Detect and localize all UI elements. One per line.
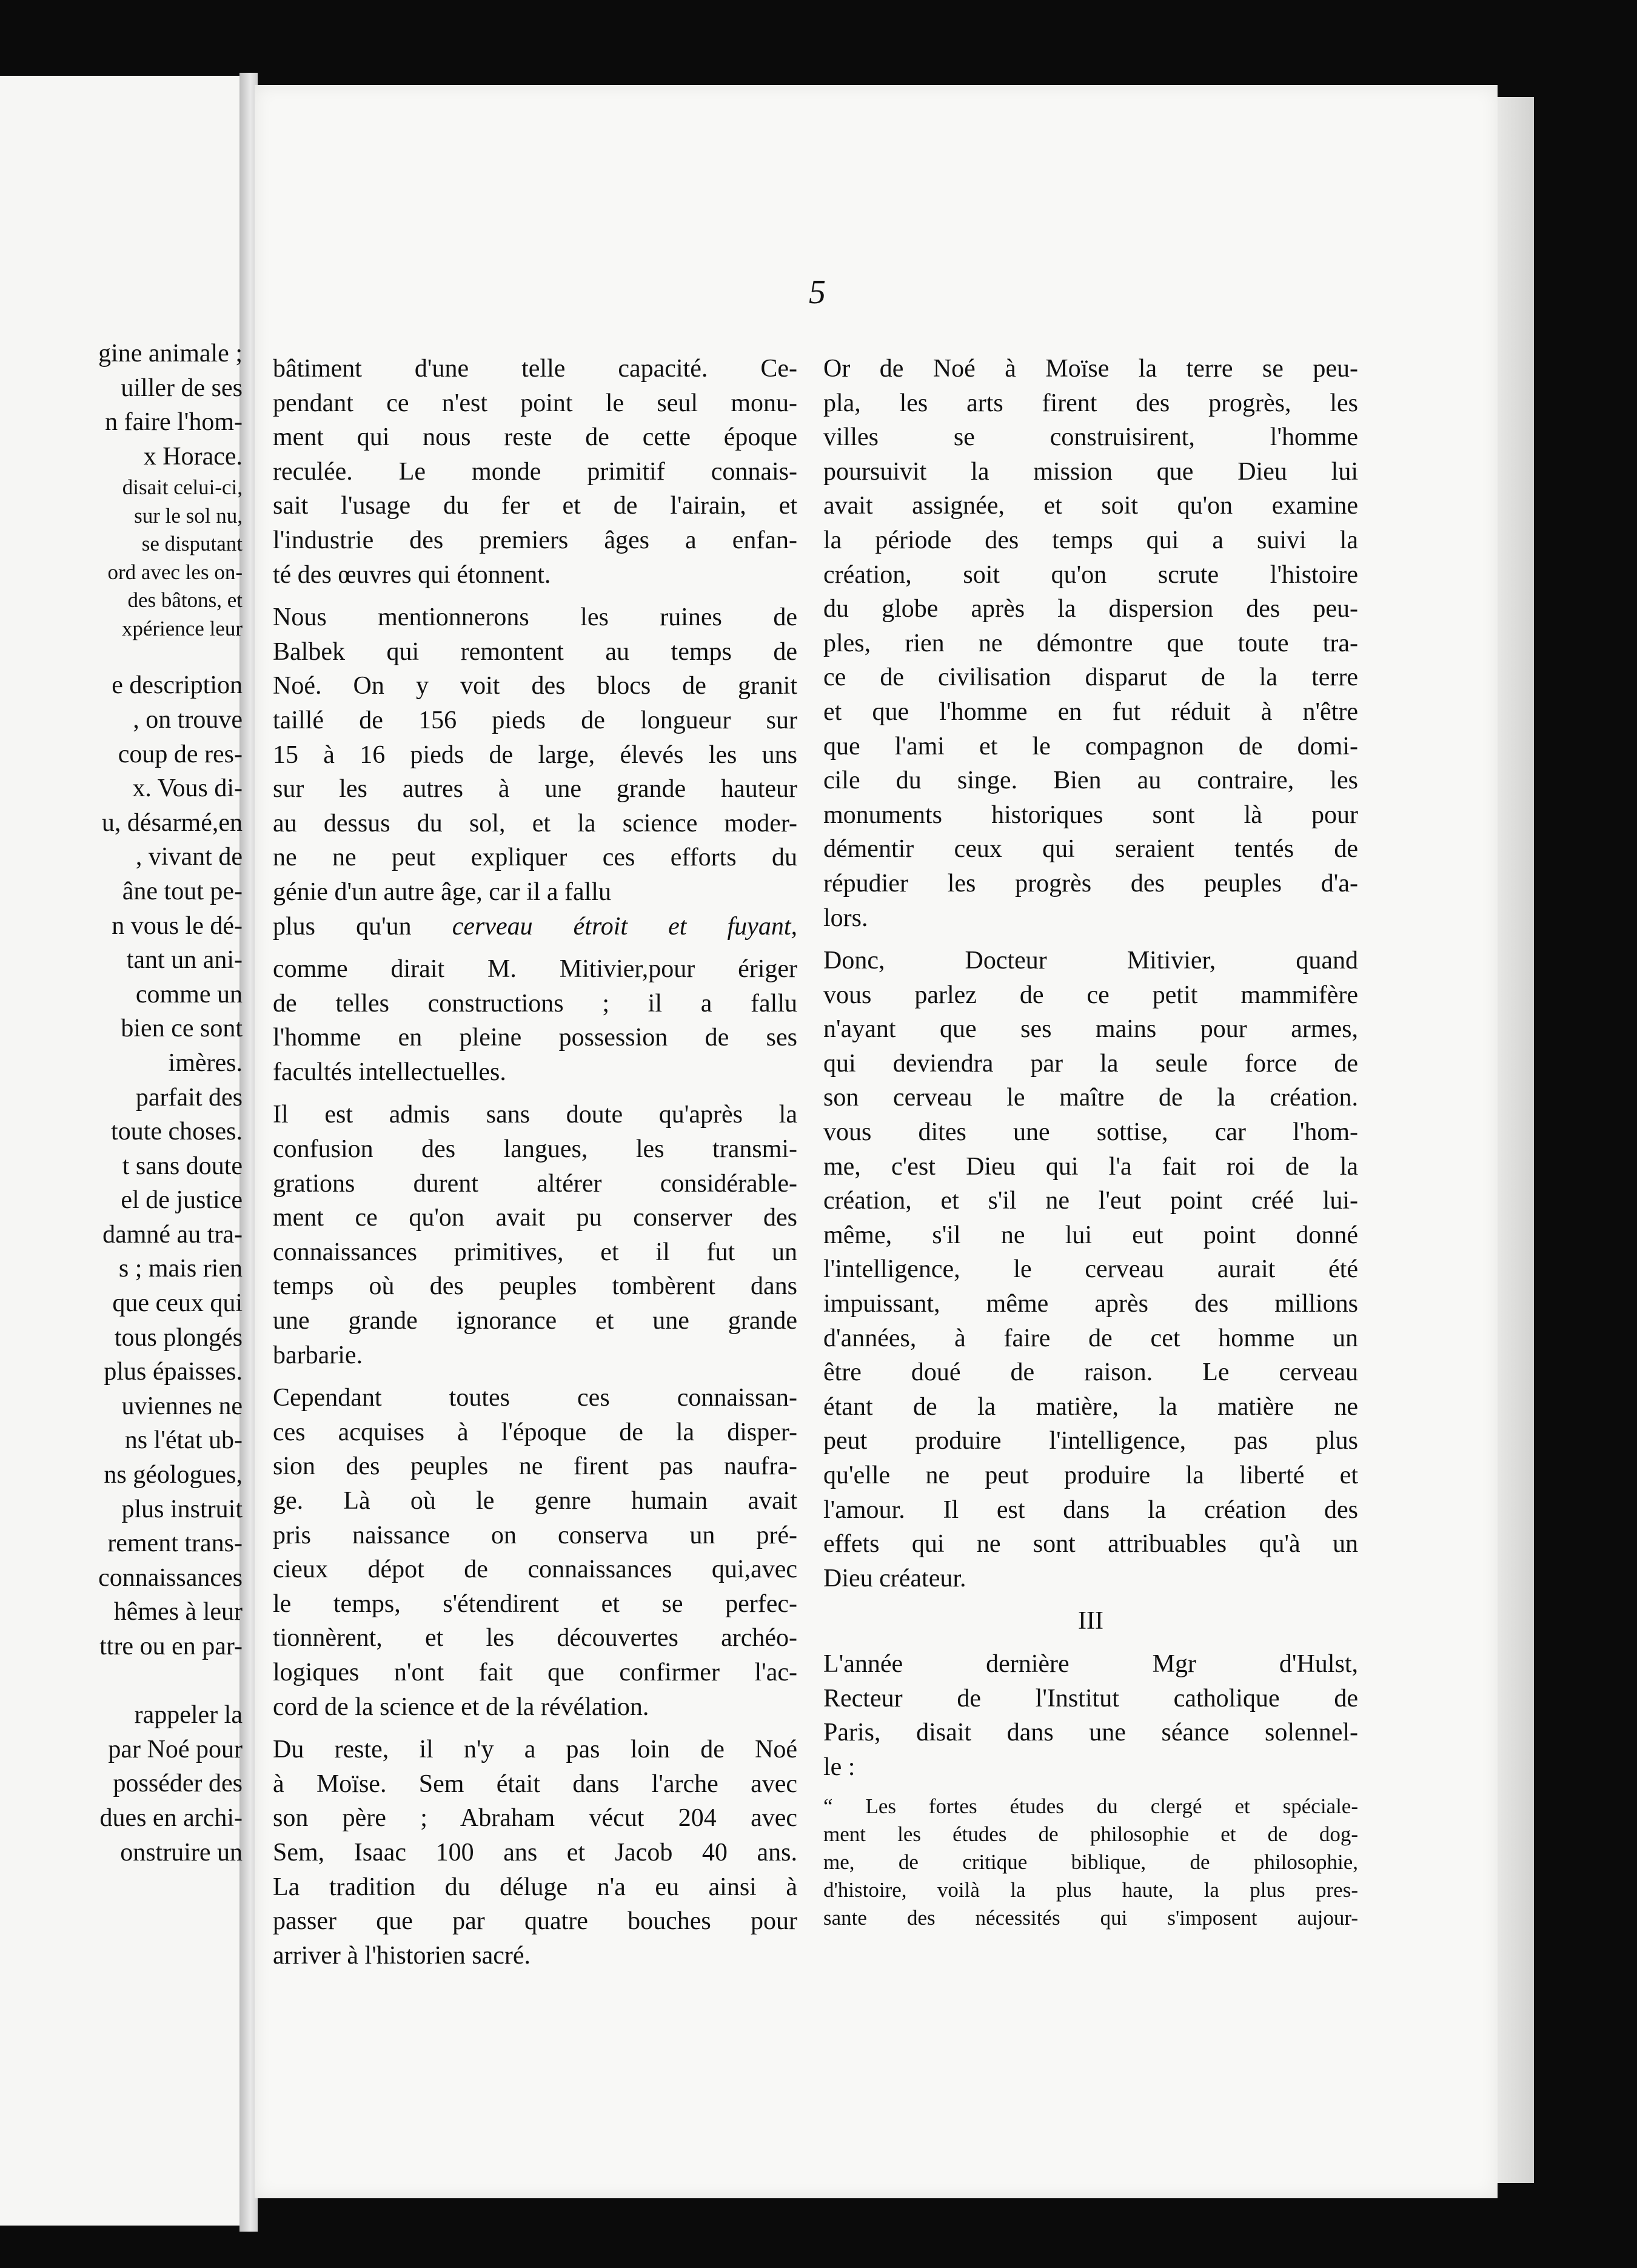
text-line: el de justice — [121, 1186, 243, 1215]
text-line: l'intelligence, le cerveau aurait été — [823, 1255, 1358, 1284]
text-line: sait l'usage du fer et de l'airain, et — [273, 492, 797, 520]
text-line: Paris, disait dans une séance solennel- — [823, 1719, 1358, 1747]
text-line: rement trans- — [107, 1529, 243, 1558]
text-line: uviennes ne — [121, 1392, 243, 1420]
text-line: le : — [823, 1753, 855, 1781]
text-line: peut produire l'intelligence, pas plus — [823, 1427, 1358, 1455]
text-line: le temps, s'étendirent et se perfec- — [273, 1589, 797, 1618]
text-line: ge. Là où le genre humain avait — [273, 1487, 797, 1515]
text-line: Noé. On y voit des blocs de granit — [273, 672, 797, 700]
text-line: me, de critique biblique, de philosophie, — [823, 1850, 1358, 1874]
text-line: t sans doute — [122, 1152, 243, 1180]
text-line: étant de la matière, la matière ne — [823, 1392, 1358, 1421]
text-line: s ; mais rien — [118, 1255, 243, 1283]
text-line: démentir ceux qui seraient tentés de — [823, 835, 1358, 864]
text-line: poursuivit la mission que Dieu lui — [823, 457, 1358, 486]
text-line: effets qui ne sont attribuables qu'à un — [823, 1530, 1358, 1558]
text-line: bâtiment d'une telle capacité. Ce- — [273, 355, 797, 383]
paragraph-gap — [273, 592, 797, 600]
text-line: l'homme en pleine possession de ses — [273, 1024, 797, 1052]
text-line: facultés intellectuelles. — [273, 1058, 506, 1086]
text-line: plus instruit — [121, 1495, 243, 1523]
text-line: que ceux qui — [112, 1289, 243, 1318]
text-line: se disputant — [141, 532, 243, 556]
paragraph-gap — [273, 944, 797, 952]
text-line: du globe après la dispersion des peu- — [823, 595, 1358, 623]
text-line: cieux dépot de connaissances qui,avec — [273, 1555, 797, 1584]
text-line: ples, rien ne démontre que toute tra- — [823, 629, 1358, 657]
text-line: tionnèrent, et les découvertes archéo- — [273, 1624, 797, 1652]
text-line: que l'ami et le compagnon de domi- — [823, 732, 1358, 760]
text-line: dues en archi- — [99, 1803, 243, 1832]
text-line: onstruire un — [120, 1838, 243, 1867]
text-line: “ Les fortes études du clergé et spéciale- — [823, 1794, 1358, 1819]
text-line: Donc, Docteur Mitivier, quand — [823, 947, 1358, 975]
text-line: d'années, à faire de cet homme un — [823, 1324, 1358, 1352]
text-line: arriver à l'historien sacré. — [273, 1941, 531, 1970]
paragraph-gap — [0, 643, 243, 668]
text-line: Il est admis sans doute qu'après la — [273, 1101, 797, 1129]
text-line: rappeler la — [134, 1701, 243, 1730]
text-line: des bâtons, et — [127, 588, 243, 612]
text-line: à Moïse. Sem était dans l'arche avec — [273, 1770, 797, 1798]
text-line: ttre ou en par- — [99, 1632, 243, 1660]
text-line: cile du singe. Bien au contraire, les — [823, 767, 1358, 795]
text-line: Du reste, il n'y a pas loin de Noé — [273, 1736, 797, 1764]
text-line — [0, 1664, 243, 1699]
page-edge — [1498, 97, 1534, 2183]
text-line: de telles constructions ; il a fallu — [273, 989, 797, 1018]
text-line: ns l'état ub- — [124, 1426, 243, 1455]
text-line: son père ; Abraham vécut 204 avec — [273, 1804, 797, 1833]
text-line: posséder des — [113, 1770, 243, 1798]
text-line: cord de la science et de la révélation. — [273, 1693, 649, 1721]
text-line: au dessus du sol, et la science moder- — [273, 809, 797, 837]
paragraph-gap — [823, 1595, 1358, 1604]
previous-page-text — [0, 337, 243, 1870]
text-line: avait assignée, et soit qu'on examine — [823, 492, 1358, 520]
text-line: la période des temps qui a suivi la — [823, 526, 1358, 554]
text-line: sur le sol nu, — [134, 503, 243, 528]
text-line: grations durent altérer considérable- — [273, 1169, 797, 1198]
section-heading: III — [1078, 1607, 1103, 1636]
text-line: ce de civilisation disparut de la terre — [823, 663, 1358, 692]
text-line: l'amour. Il est dans la création des — [823, 1495, 1358, 1524]
text-line: ns géologues, — [104, 1461, 243, 1489]
text-line: Cependant toutes ces connaissan- — [273, 1384, 797, 1412]
text-line: vous dites une sottise, car l'hom- — [823, 1118, 1358, 1147]
text-line: x Horace. — [143, 442, 243, 471]
text-line: Sem, Isaac 100 ans et Jacob 40 ans. — [273, 1838, 797, 1867]
text-line: La tradition du déluge n'a eu ainsi à — [273, 1873, 797, 1901]
text-line: reculée. Le monde primitif connais- — [273, 457, 797, 486]
text-line: , on trouve — [133, 705, 243, 734]
text-line: l'industrie des premiers âges a enfan- — [273, 526, 797, 554]
text-line: me, c'est Dieu qui l'a fait roi de la — [823, 1152, 1358, 1181]
text-line: création, et s'il ne l'eut point créé lui- — [823, 1187, 1358, 1215]
text-line: monuments historiques sont là pour — [823, 800, 1358, 829]
text-span: plus qu'un — [273, 912, 452, 941]
text-line: par Noé pour — [108, 1735, 243, 1763]
text-line: disait celui-ci, — [122, 475, 243, 500]
text-line: villes se construisirent, l'homme — [823, 423, 1358, 452]
text-line: comme un — [135, 980, 243, 1008]
text-line: Recteur de l'Institut catholique de — [823, 1684, 1358, 1713]
text-line: ment ce qu'on avait pu conserver des — [273, 1204, 797, 1232]
text-line: connaissances — [98, 1563, 243, 1592]
paragraph-gap — [823, 935, 1358, 944]
italic-phrase: cerveau étroit et fuyant, — [452, 912, 797, 941]
text-line: gine animale ; — [98, 340, 243, 367]
text-line: plus épaisses. — [104, 1358, 243, 1386]
text-line: imères. — [168, 1048, 243, 1077]
text-line: ment les études de philosophie et de dog- — [823, 1822, 1358, 1847]
text-line: L'année dernière Mgr d'Hulst, — [823, 1649, 1358, 1678]
text-line: e description — [112, 671, 243, 700]
text-line: âne tout pe- — [122, 877, 243, 905]
paragraph-gap — [273, 1089, 797, 1098]
text-line: qui deviendra par la seule force de — [823, 1049, 1358, 1078]
text-line: génie d'un autre âge, car il a fallu — [273, 877, 611, 906]
text-line: logiques n'ont fait que confirmer l'ac- — [273, 1658, 797, 1686]
column-middle — [273, 352, 797, 1973]
text-line: d'histoire, voilà la plus haute, la plus pres- — [823, 1878, 1358, 1902]
text-line: qu'elle ne peut produire la liberté et — [823, 1461, 1358, 1489]
text-line: et que l'homme en fut réduit à n'être — [823, 697, 1358, 726]
text-line: pris naissance on conserva un pré- — [273, 1521, 797, 1549]
text-line: ces acquises à l'époque de la disper- — [273, 1418, 797, 1446]
text-line: bien ce sont — [121, 1015, 243, 1043]
text-line: connaissances primitives, et il fut un — [273, 1238, 797, 1266]
text-line: même, s'il ne lui eut point donné — [823, 1221, 1358, 1249]
text-line-italic — [273, 910, 797, 944]
text-line: u, désarmé,en — [101, 808, 243, 837]
text-line: son cerveau le maître de la création. — [823, 1084, 1358, 1112]
column-right — [823, 352, 1358, 1932]
paragraph-gap — [823, 1639, 1358, 1647]
text-line: être doué de raison. Le cerveau — [823, 1358, 1358, 1387]
text-line: ord avec les on- — [107, 560, 243, 584]
text-line: xpérience leur — [121, 616, 243, 640]
text-line: tous plongés — [114, 1323, 243, 1352]
text-line: vous parlez de ce petit mammifère — [823, 981, 1358, 1009]
text-line: sion des peuples ne firent pas naufra- — [273, 1452, 797, 1481]
text-line: hêmes à leur — [113, 1598, 243, 1626]
text-line: passer que par quatre bouches pour — [273, 1907, 797, 1936]
text-line: n vous le dé- — [112, 911, 243, 940]
paragraph-gap — [273, 1724, 797, 1733]
text-line: coup de res- — [118, 740, 243, 768]
text-line: pla, les arts firent des progrès, les — [823, 389, 1358, 417]
text-line: ment qui nous reste de cette époque — [273, 423, 797, 452]
text-line: Balbek qui remontent au temps de — [273, 637, 797, 666]
paragraph-gap — [273, 1372, 797, 1381]
text-line: Or de Noé à Moïse la terre se peu- — [823, 355, 1358, 383]
text-line: sur les autres à une grande hauteur — [273, 775, 797, 804]
paragraph-gap — [823, 1784, 1358, 1793]
text-line: Nous mentionnerons les ruines de — [273, 603, 797, 632]
text-line: , vivant de — [135, 843, 243, 871]
text-line: une grande ignorance et une grande — [273, 1307, 797, 1335]
text-line: tant un ani- — [126, 946, 243, 975]
text-line: n'ayant que ses mains pour armes, — [823, 1015, 1358, 1044]
text-line: temps où des peuples tombèrent dans — [273, 1272, 797, 1301]
text-line: sante des nécessités qui s'imposent aujour- — [823, 1906, 1358, 1930]
text-line: impuissant, même après des millions — [823, 1290, 1358, 1318]
text-line: répudier les progrès des peuples d'a- — [823, 869, 1358, 897]
text-line: confusion des langues, les transmi- — [273, 1135, 797, 1164]
text-line: x. Vous di- — [132, 774, 243, 803]
page-number: 5 — [809, 273, 826, 311]
text-line: taillé de 156 pieds de longueur sur — [273, 706, 797, 734]
text-line: toute choses. — [111, 1118, 243, 1146]
text-line: 15 à 16 pieds de large, élevés les uns — [273, 740, 797, 769]
text-line: té des œuvres qui étonnent. — [273, 560, 551, 589]
text-line: damné au tra- — [102, 1220, 243, 1249]
text-line: création, soit qu'on scrute l'histoire — [823, 560, 1358, 589]
text-line: n faire l'hom- — [105, 408, 243, 437]
text-line: parfait des — [135, 1083, 243, 1112]
text-line: uiller de ses — [121, 374, 243, 402]
text-line: comme dirait M. Mitivier,pour ériger — [273, 955, 797, 984]
text-line: barbarie. — [273, 1341, 363, 1369]
text-line: pendant ce n'est point le seul monu- — [273, 389, 797, 417]
text-line: ne ne peut expliquer ces efforts du — [273, 844, 797, 872]
text-line: lors. — [823, 904, 868, 932]
text-line: Dieu créateur. — [823, 1564, 966, 1592]
